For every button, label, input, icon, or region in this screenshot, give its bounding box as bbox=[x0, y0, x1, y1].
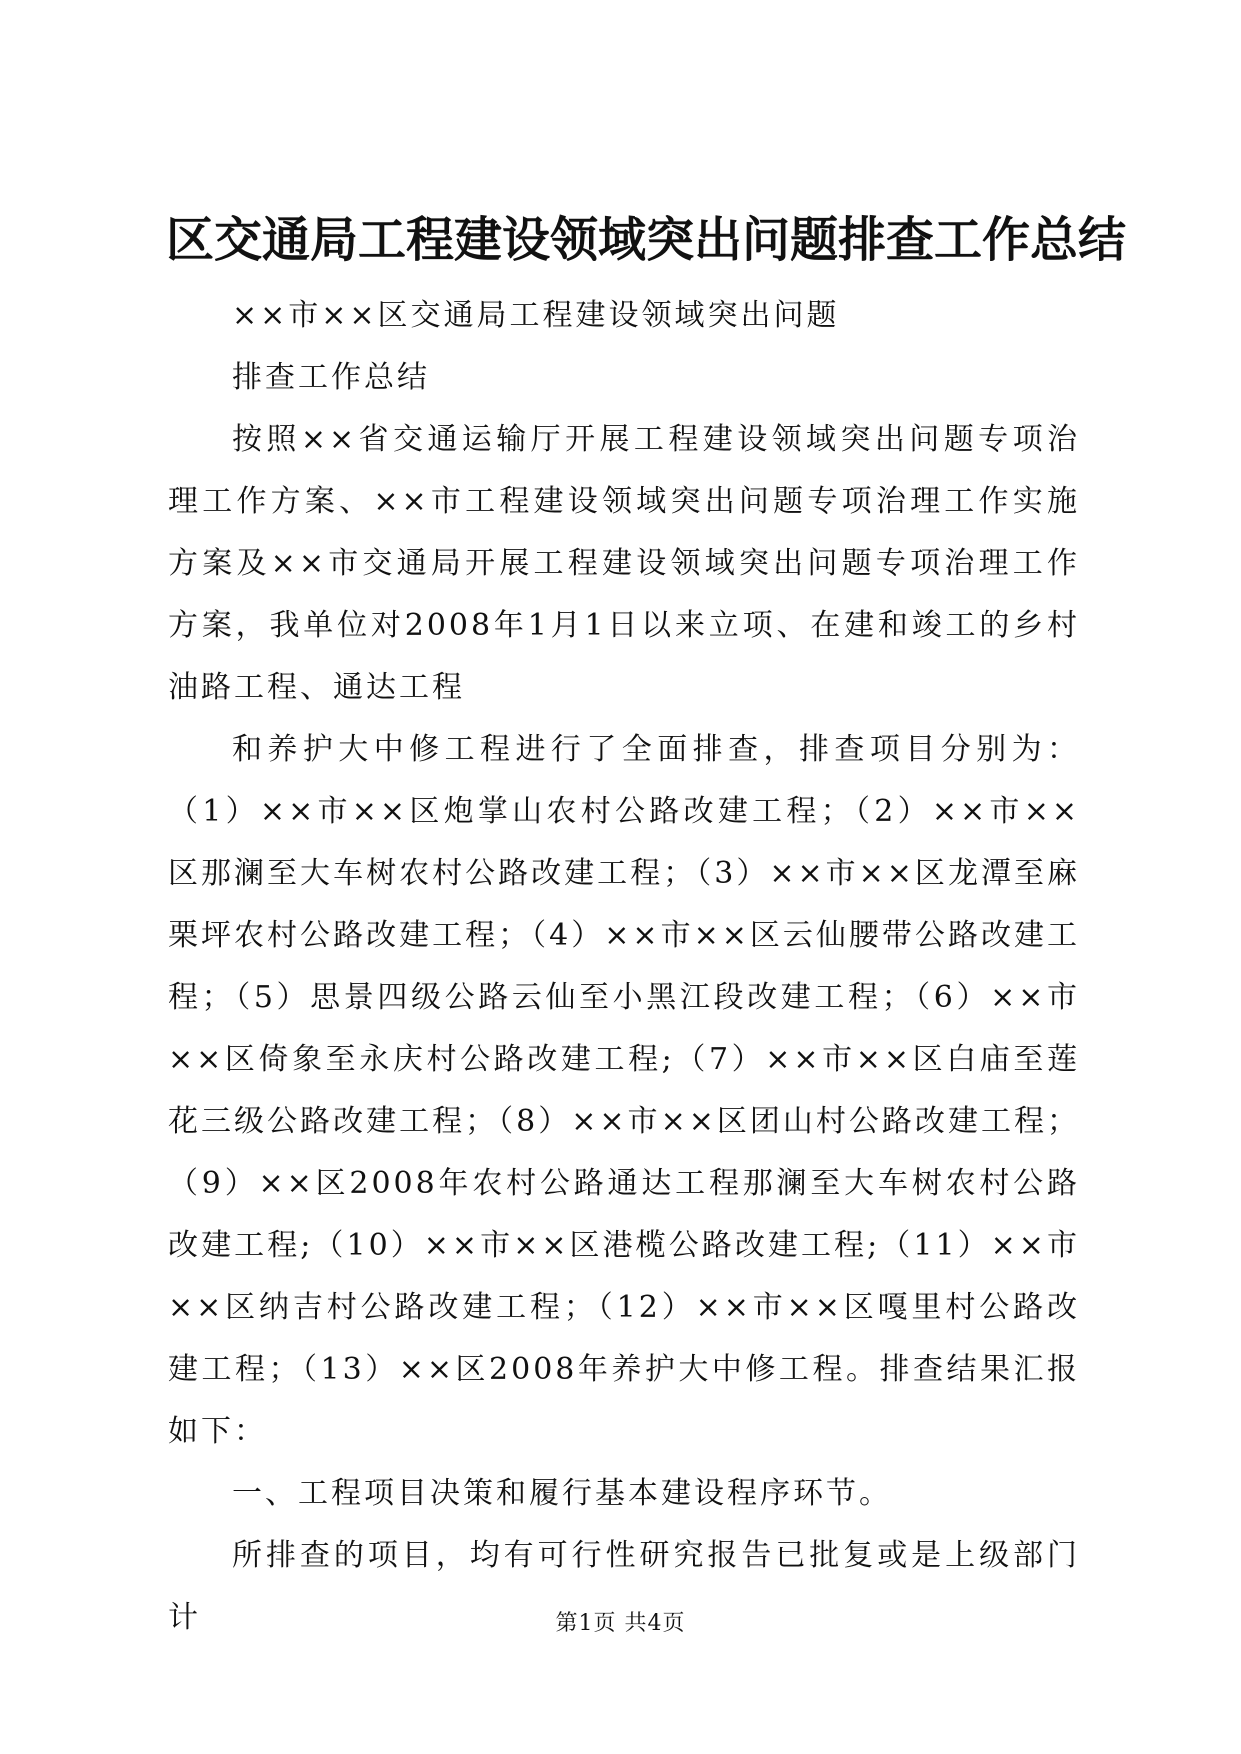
section-heading-1: 一、工程项目决策和履行基本建设程序环节。 bbox=[232, 1476, 892, 1511]
document-body bbox=[168, 285, 1080, 1649]
paragraph-intro: 按照××省交通运输厅开展工程建设领域突出问题专项治理工作方案、××市工程建设领域突出问题专项治理工作实施方案及××市交通局开展工程建设领域突出问题专项治理工作方案，我单位对2008年1月1日以来立项、在建和竣工的乡村油路工程、通达工程 bbox=[168, 422, 1080, 705]
document-title: 区交通局工程建设领域突出问题排查工作总结 bbox=[166, 212, 1127, 268]
paragraph-subtitle-line-2: 排查工作总结 bbox=[232, 360, 430, 395]
paragraph-subtitle-line-1: ××市××区交通局工程建设领域突出问题 bbox=[232, 298, 840, 333]
paragraph-project-list: 和养护大中修工程进行了全面排查，排查项目分别为：（1）××市××区炮掌山农村公路改建工程；（2）××市××区那澜至大车树农村公路改建工程；（3）××市××区龙潭至麻栗坪农村公路改建工程；（4）××市××区云仙腰带公路改建工程；（5）思景四级公路云仙至小黑江段改建工程；（6）××市××区倚象至永庆村公路改建工程;（7）××市××区白庙至莲花三级公路改建工程；（8）××市××区团山村公路改建工程；（9）××区2008年农村公路通达工程那澜至大车树农村公路改建工程;（10）××市××区港榄公路改建工程;（11）××市××区纳吉村公路改建工程；（12）××市××区嘎里村公路改建工程；（13）××区2008年养护大中修工程。排查结果汇报如下： bbox=[168, 732, 1080, 1449]
page-footer: 第1页 共4页 bbox=[555, 1611, 686, 1636]
paragraph-section-1: 所排查的项目，均有可行性研究报告已批复或是上级部门计 bbox=[168, 1538, 1080, 1635]
